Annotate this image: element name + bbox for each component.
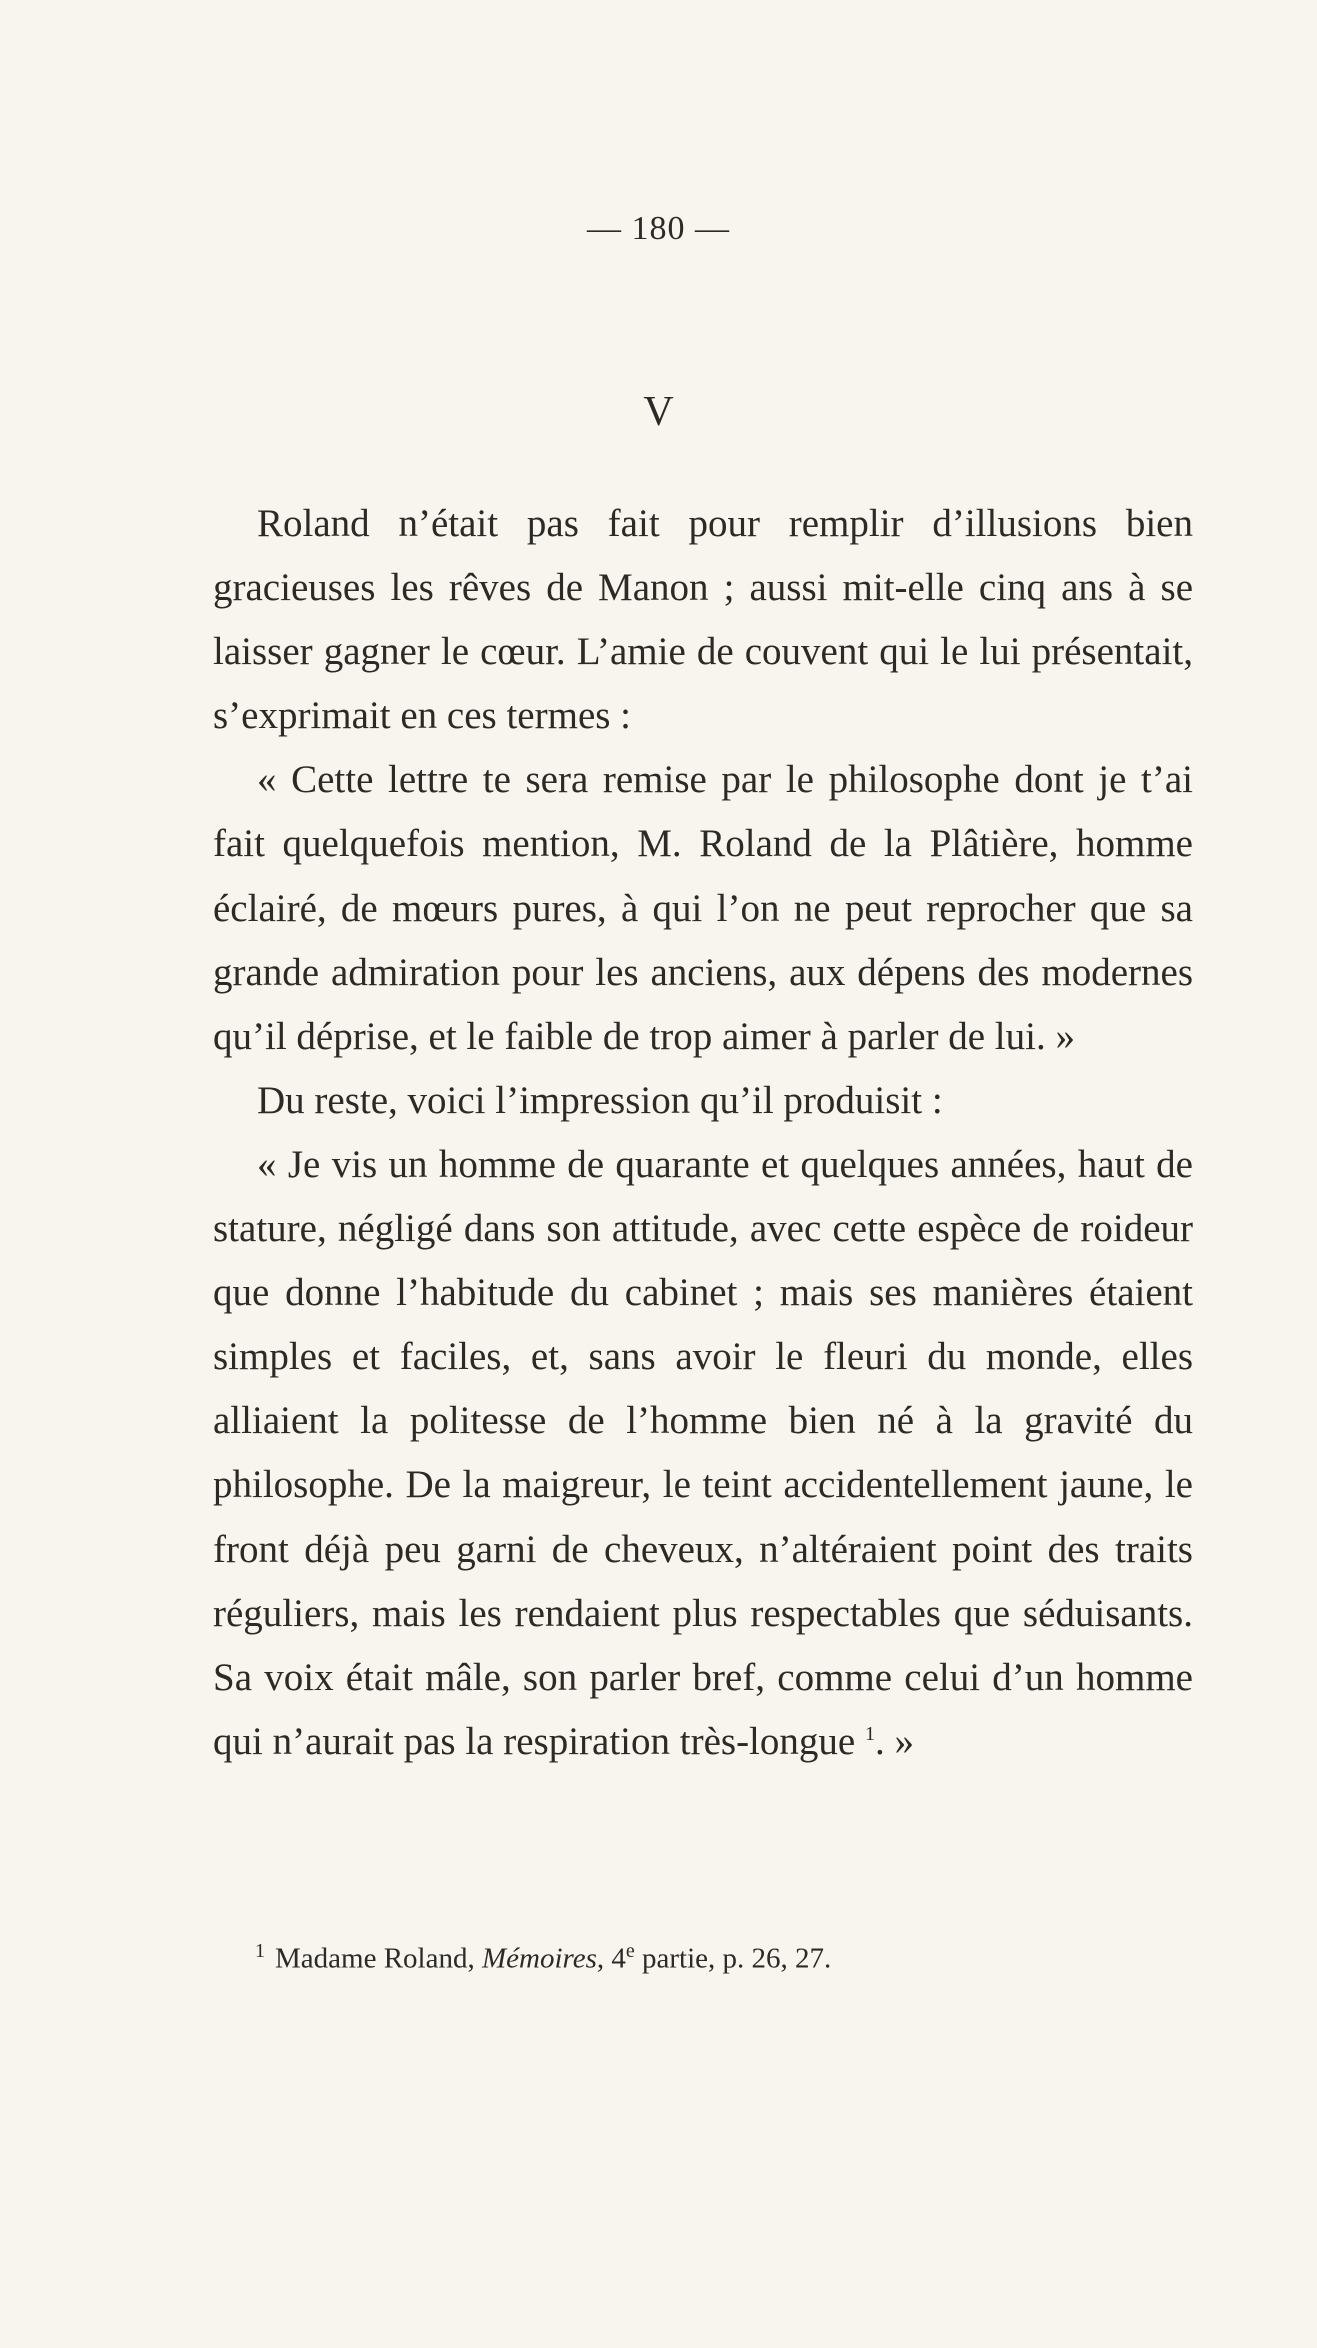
quote-closing: . » (874, 1719, 914, 1763)
footnote-marker: 1 (255, 1940, 265, 1962)
body-text (213, 492, 1193, 1774)
footnote-details-sup: e (625, 1940, 635, 1962)
footnote (255, 1931, 1195, 1979)
quote-paragraph (213, 1133, 1193, 1774)
footnote-details-suffix: partie, p. 26, 27. (634, 1942, 832, 1975)
footnote-reference: 1 (864, 1722, 875, 1745)
paragraph: Roland n’était pas fait pour remplir d’illusions bien gracieuses les rêves de Manon ; aussi mit-elle cinq ans à se laisser gagner le cœur. L’amie de couvent qui le lui présentait, s’exprimait en ces termes : (213, 502, 1193, 738)
chapter-heading: V (643, 389, 674, 435)
footnote-details-prefix: , 4 (596, 1942, 626, 1975)
footnote-work-title: Mémoires (481, 1942, 597, 1975)
footnote-author: Madame Roland, (275, 1942, 475, 1975)
page-number: — 180 — (587, 210, 730, 247)
paragraph: Du reste, voici l’impression qu’il produisit : (257, 1078, 943, 1122)
quote-text: « Je vis un homme de quarante et quelques années, haut de stature, négligé dans son attitude, avec cette espèce de roideur que donne l’habitude du cabinet ; mais ses manières étaient simples et faciles, et, sans avoir le fleuri du monde, elles alliaient la politesse de l’homme bien né à la gravité du philosophe. De la maigreur, le teint accidentellement jaune, le front déjà peu garni de cheveux, n’altéraient point des traits réguliers, mais les rendaient plus respectables que séduisants. Sa voix était mâle, son parler bref, comme celui d’un homme qui n’aurait pas la respiration très-longue (213, 1142, 1193, 1763)
paragraph: « Cette lettre te sera remise par le philosophe dont je t’ai fait quelquefois mention, M. Roland de la Plâtière, homme éclairé, de mœurs pures, à qui l’on ne peut reprocher que sa grande admiration pour les anciens, aux dépens des modernes qu’il déprise, et le faible de trop aimer à parler de lui. » (213, 758, 1193, 1058)
